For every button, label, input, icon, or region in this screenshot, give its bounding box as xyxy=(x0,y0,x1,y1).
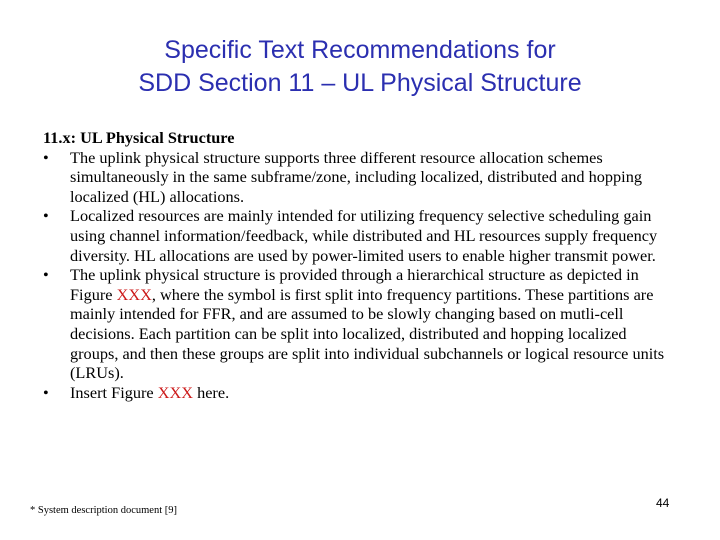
slide-title xyxy=(60,34,660,100)
bullet-icon: • xyxy=(43,265,49,285)
bullet-list xyxy=(43,148,668,403)
bullet-icon: • xyxy=(43,206,49,226)
slide-body xyxy=(43,128,668,402)
bullet-icon: • xyxy=(43,382,49,402)
bullet-item xyxy=(43,206,668,265)
footnote: * System description document [9] xyxy=(30,505,177,516)
section-heading: 11.x: UL Physical Structure xyxy=(43,128,235,147)
bullet-text: Localized resources are mainly intended for utilizing frequency selective scheduling gain using channel information/feedback, while distributed and HL resources supply frequency diversity. HL allocations are used by power-limited users to enable higher transmit power. xyxy=(70,206,658,265)
figure-ref-placeholder: XXX xyxy=(116,284,152,304)
slide-title-line-1: Specific Text Recommendations for xyxy=(164,36,556,64)
page-number: 44 xyxy=(656,496,670,510)
figure-ref-placeholder: XXX xyxy=(157,382,193,402)
bullet-text-post: , where the symbol is first split into frequency partitions. These partitions are mainly intended for FFR, and are assumed to be slowly changing based on mutli-cell decisions. Each partition can be split into localized, distributed and hopping localized groups, and then these groups are split into individual subchannels or logical resource units (LRUs). xyxy=(70,284,665,383)
bullet-item xyxy=(43,383,668,403)
bullet-text-pre: Insert Figure xyxy=(70,382,158,402)
bullet-text-post: here. xyxy=(193,382,230,402)
bullet-icon: • xyxy=(43,147,49,167)
bullet-item xyxy=(43,265,668,383)
bullet-text: The uplink physical structure supports three different resource allocation schemes simultaneously in the same subframe/zone, including localized, distributed and hopping localized (HL) allocations. xyxy=(70,147,642,206)
bullet-item xyxy=(43,148,668,207)
bullet-text-pre: The uplink physical structure is provided through a hierarchical structure as depicted in Figure xyxy=(70,265,639,304)
slide-title-line-2: SDD Section 11 – UL Physical Structure xyxy=(138,69,582,97)
